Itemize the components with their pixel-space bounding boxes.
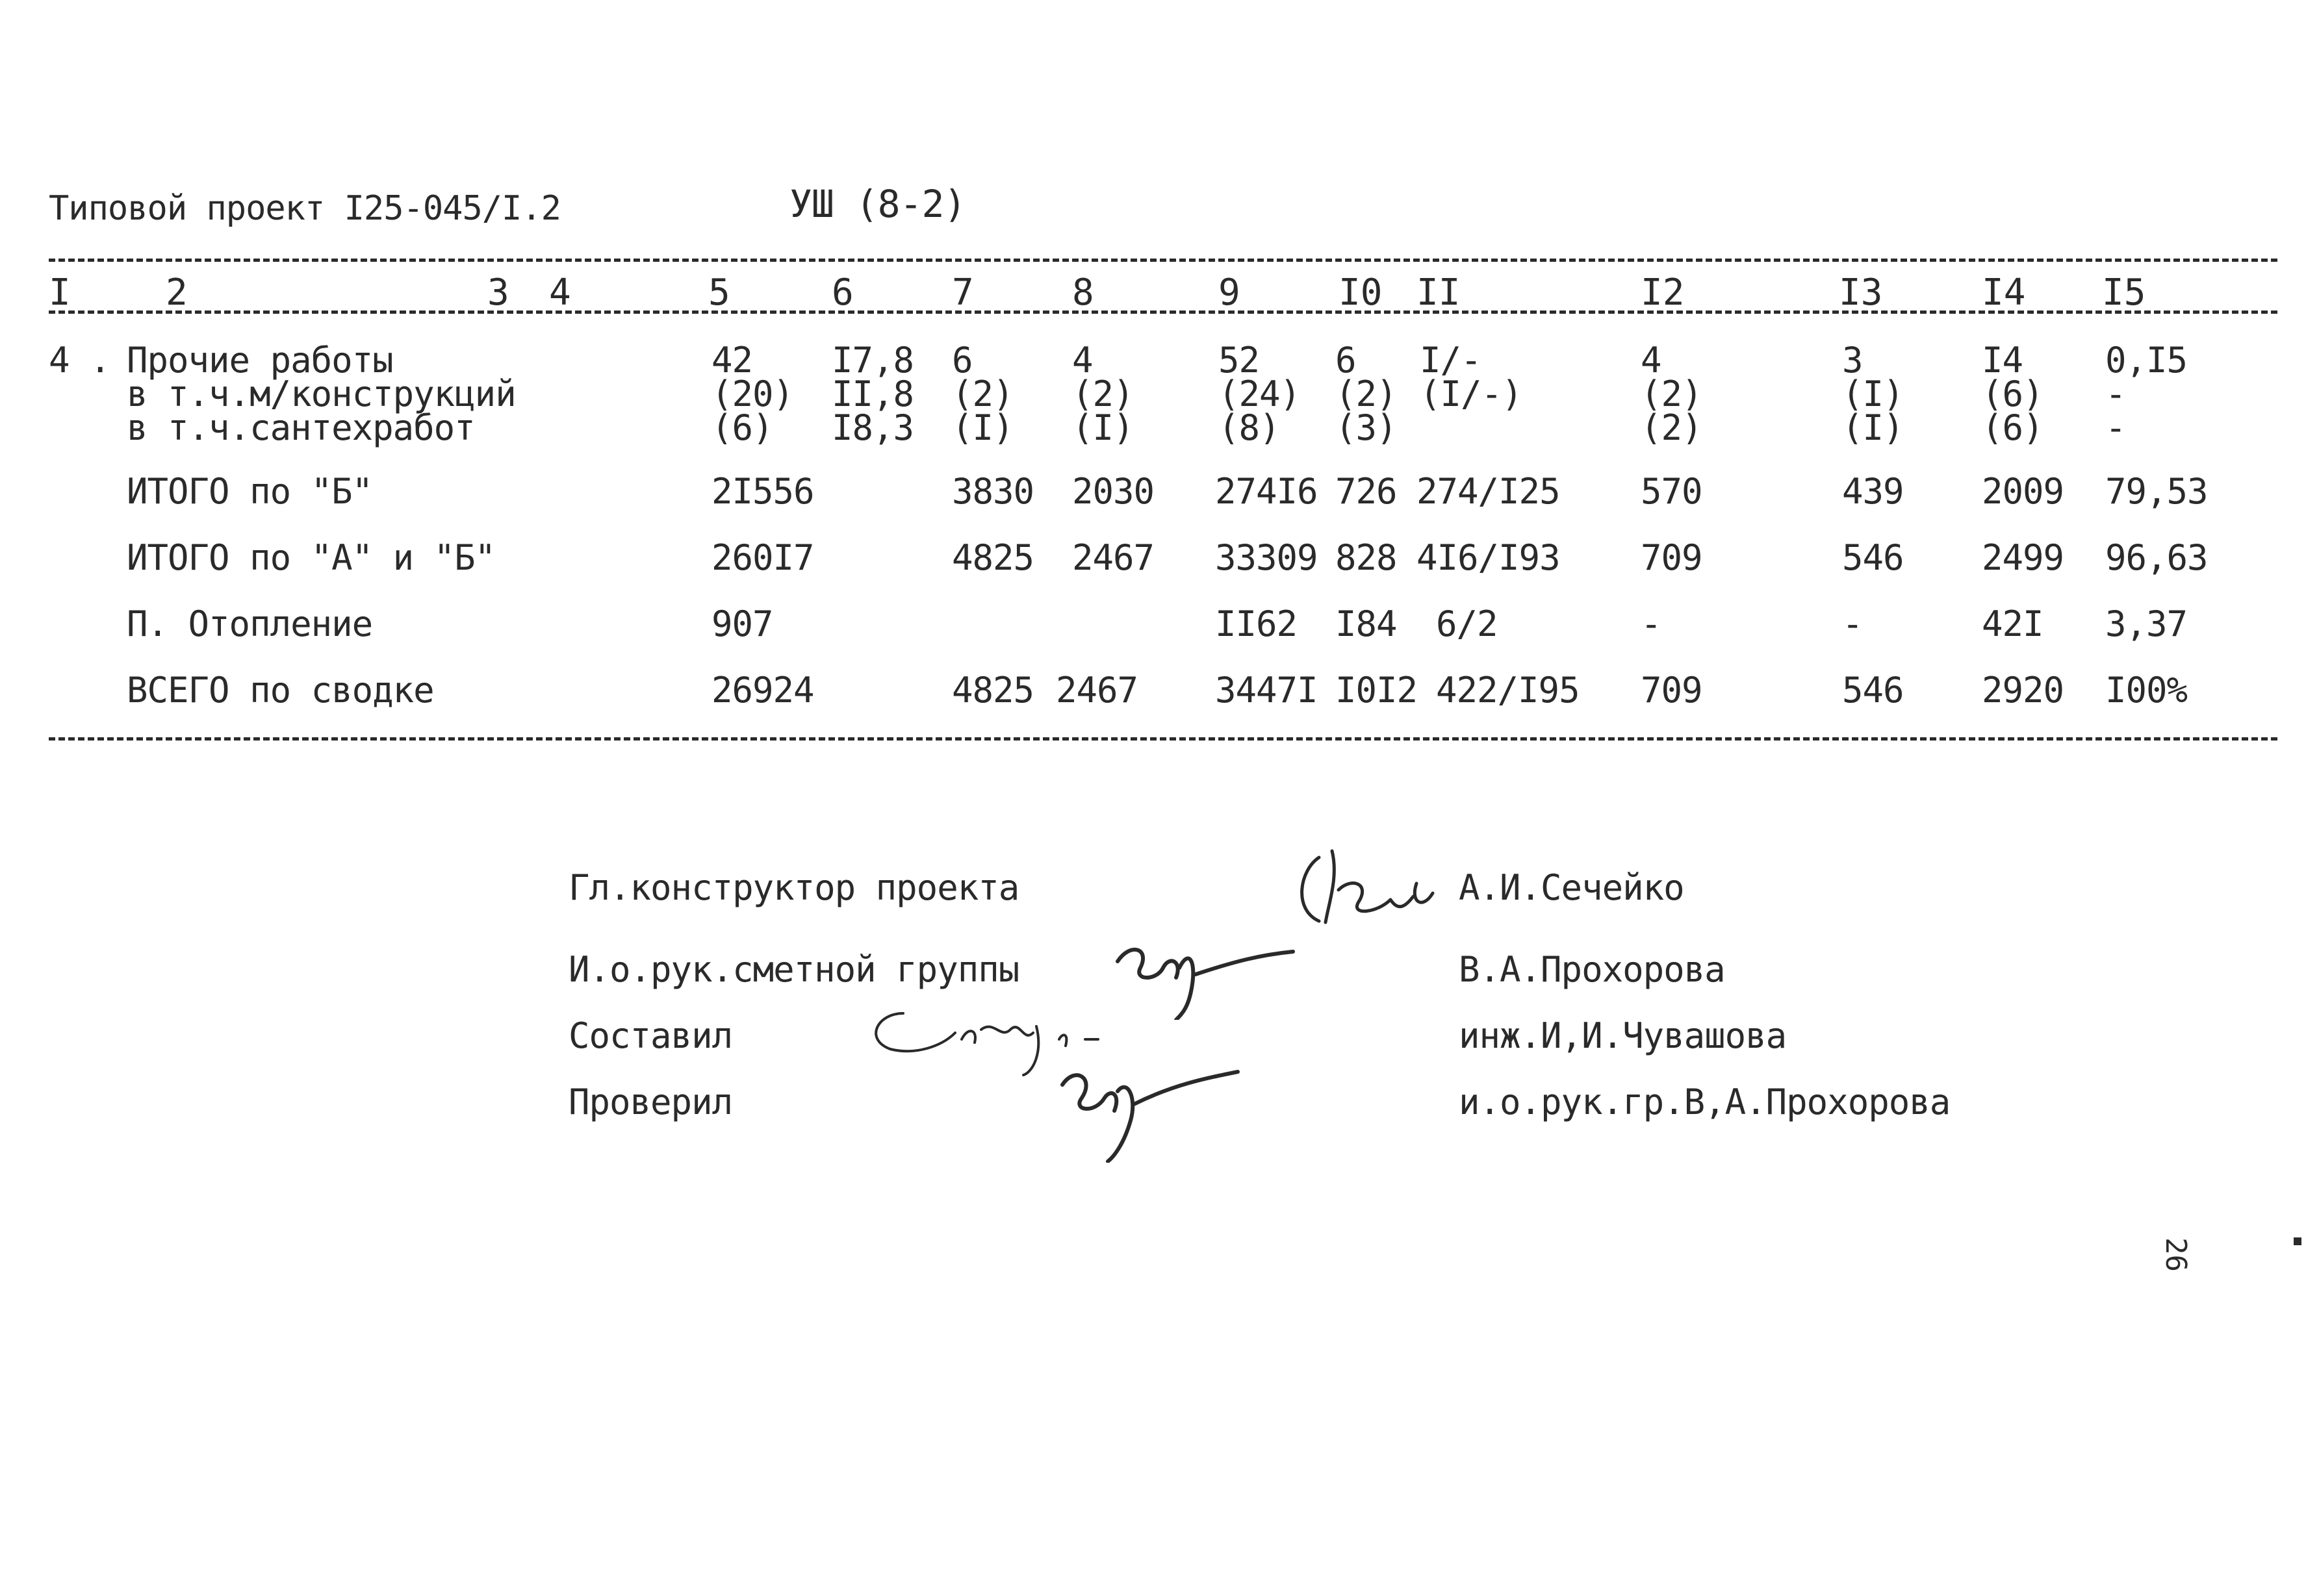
row-label: П. Отопление: [127, 603, 373, 644]
row-label: ВСЕГО по сводке: [127, 670, 434, 711]
row4-c6-1: I7,8: [832, 340, 914, 381]
cell-c11: 6/2: [1436, 603, 1498, 644]
signature-role-1: Гл.конструктор проекта: [569, 867, 1019, 908]
bottom-rule: [49, 737, 2277, 741]
project-title: Типовой проект I25-045/I.2: [49, 189, 561, 228]
cell-c13: 439: [1842, 471, 1904, 512]
cell-c15: 79,53: [2105, 471, 2208, 512]
cell-c8: 2467: [1056, 670, 1138, 711]
cell-c5: 2I556: [711, 471, 814, 512]
cell-c12: -: [1641, 603, 1661, 644]
cell-c15: 96,63: [2105, 537, 2208, 578]
cell-c8: 2030: [1072, 471, 1155, 512]
row4-c5-2: (20): [711, 374, 794, 414]
row4-c8-3: (I): [1072, 407, 1134, 448]
signature-role-2: И.о.рук.сметной группы: [569, 949, 1019, 990]
col-14: I4: [1982, 272, 2026, 314]
col-8: 8: [1072, 272, 1094, 314]
cell-c10: I84: [1335, 603, 1397, 644]
col-2: 2: [166, 272, 188, 314]
cell-c12: 709: [1641, 537, 1702, 578]
row4-c12-1: 4: [1641, 340, 1661, 381]
row4-c12-3: (2): [1641, 407, 1702, 448]
handwritten-signature-4: [1049, 1052, 1244, 1163]
row4-c13-1: 3: [1842, 340, 1863, 381]
col-13: I3: [1839, 272, 1883, 314]
row4-c7-1: 6: [952, 340, 973, 381]
row4-c9-2: (24): [1218, 374, 1301, 414]
sheet-code: УШ (8-2): [789, 182, 966, 226]
cell-c11: 4I6/I93: [1416, 537, 1560, 578]
cell-c9: 33309: [1215, 537, 1318, 578]
cell-c9: 274I6: [1215, 471, 1318, 512]
cell-c7: 3830: [952, 471, 1034, 512]
cell-c11: 274/I25: [1416, 471, 1560, 512]
cell-c12: 709: [1641, 670, 1702, 711]
handwritten-signature-2: [1105, 922, 1300, 1020]
cell-c15: I00%: [2105, 670, 2188, 711]
cell-c9: II62: [1215, 603, 1298, 644]
cell-c13: 546: [1842, 537, 1904, 578]
row4-c11-2: (I/-): [1420, 374, 1522, 414]
col-3: 3: [487, 272, 509, 314]
row4-c9-3: (8): [1218, 407, 1280, 448]
row4-c15-2: -: [2105, 374, 2126, 414]
col-6: 6: [832, 272, 854, 314]
row4-c11-1: I/-: [1420, 340, 1481, 381]
row4-c9-1: 52: [1218, 340, 1260, 381]
col-9: 9: [1218, 272, 1240, 314]
cell-c14: 2499: [1982, 537, 2064, 578]
col-7: 7: [952, 272, 974, 314]
cell-c5: 260I7: [711, 537, 814, 578]
top-rule: [49, 259, 2277, 262]
row4-c10-2: (2): [1335, 374, 1397, 414]
col-4: 4: [549, 272, 571, 314]
row4-c7-2: (2): [952, 374, 1014, 414]
row-label: ИТОГО по "А" и "Б": [127, 537, 496, 578]
cell-c8: 2467: [1072, 537, 1155, 578]
row4-c10-1: 6: [1335, 340, 1356, 381]
signature-role-4: Проверил: [569, 1082, 733, 1122]
row4-label-3: в т.ч.сантехработ: [127, 407, 475, 448]
col-15: I5: [2102, 272, 2146, 314]
cell-c7: 4825: [952, 670, 1034, 711]
cell-c14: 2009: [1982, 471, 2064, 512]
cell-c10: 828: [1335, 537, 1397, 578]
cell-c13: 546: [1842, 670, 1904, 711]
row4-c5-3: (6): [711, 407, 773, 448]
row4-c15-1: 0,I5: [2105, 340, 2188, 381]
page-number: 26: [2159, 1237, 2192, 1272]
cell-c14: 2920: [1982, 670, 2064, 711]
signature-name-4: и.о.рук.гр.В,А.Прохорова: [1459, 1082, 1951, 1122]
row4-c7-3: (I): [952, 407, 1014, 448]
signature-name-2: В.А.Прохорова: [1459, 949, 1725, 990]
row4-c8-2: (2): [1072, 374, 1134, 414]
row-label: ИТОГО по "Б": [127, 471, 373, 512]
col-11: II: [1416, 272, 1461, 314]
cell-c10: I0I2: [1335, 670, 1418, 711]
signature-role-3: Составил: [569, 1015, 733, 1056]
cell-c12: 570: [1641, 471, 1702, 512]
row4-c6-3: I8,3: [832, 407, 914, 448]
col-12: I2: [1641, 272, 1685, 314]
cell-c13: -: [1842, 603, 1863, 644]
row4-c6-2: II,8: [832, 374, 914, 414]
row4-c14-2: (6): [1982, 374, 2044, 414]
row4-c12-2: (2): [1641, 374, 1702, 414]
signature-name-3: инж.И,И.Чувашова: [1459, 1015, 1787, 1056]
row4-number: 4 .: [49, 340, 110, 381]
row4-c13-3: (I): [1842, 407, 1904, 448]
cell-c5: 907: [711, 603, 773, 644]
margin-dot: [2294, 1237, 2301, 1245]
col-5: 5: [708, 272, 730, 314]
cell-c11: 422/I95: [1436, 670, 1580, 711]
handwritten-signature-1: [1293, 838, 1442, 942]
row4-c8-1: 4: [1072, 340, 1093, 381]
row4-c10-3: (3): [1335, 407, 1397, 448]
row4-label-1: Прочие работы: [127, 340, 393, 381]
cell-c7: 4825: [952, 537, 1034, 578]
column-numbers-rule: [49, 310, 2277, 314]
cell-c9: 3447I: [1215, 670, 1318, 711]
col-1: I: [49, 272, 71, 314]
row4-c15-3: -: [2105, 407, 2126, 448]
row4-c13-2: (I): [1842, 374, 1904, 414]
row4-c5-1: 42: [711, 340, 753, 381]
cell-c5: 26924: [711, 670, 814, 711]
row4-label-2: в т.ч.м/конструкций: [127, 374, 516, 414]
col-10: I0: [1339, 272, 1383, 314]
cell-c10: 726: [1335, 471, 1397, 512]
signature-name-1: А.И.Сечейко: [1459, 867, 1684, 908]
cell-c14: 42I: [1982, 603, 2044, 644]
row4-c14-1: I4: [1982, 340, 2023, 381]
row4-c14-3: (6): [1982, 407, 2044, 448]
cell-c15: 3,37: [2105, 603, 2188, 644]
